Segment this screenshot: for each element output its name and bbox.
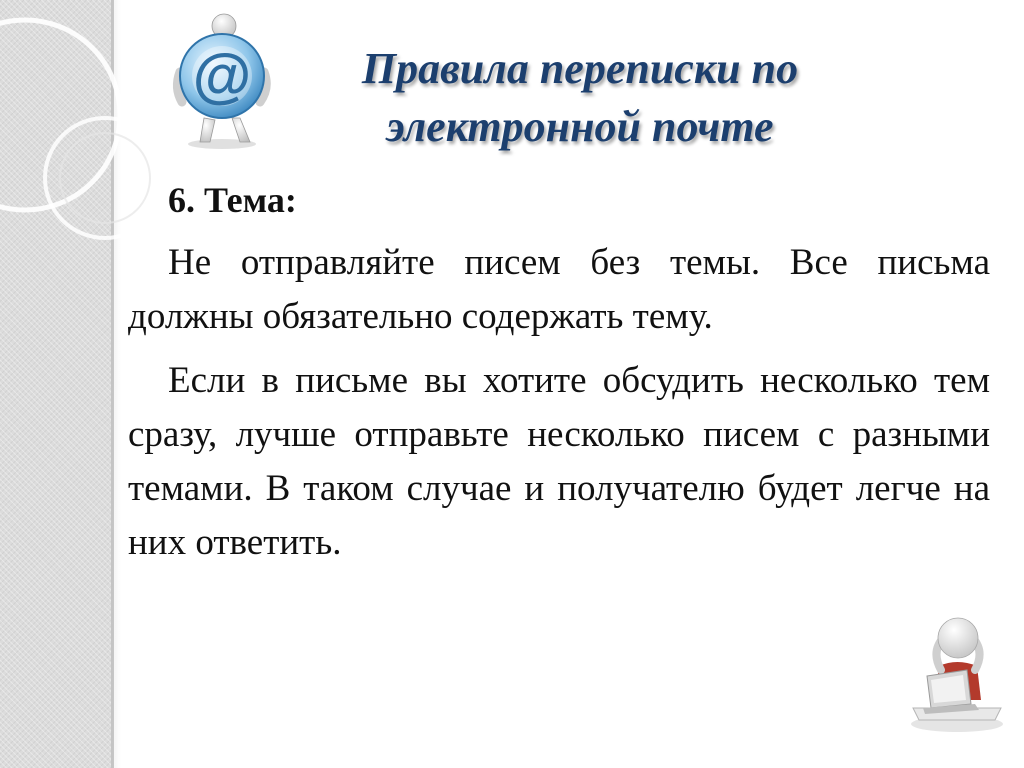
title-line-2: электронной почте <box>386 102 774 151</box>
section-heading: 6. Тема: <box>168 180 297 220</box>
title-line-1: Правила переписки по <box>361 44 799 93</box>
paragraph-2: Если в письме вы хотите обсудить несколько тем сразу, лучше отправьте несколько писем с разными темами. В таком случае и получателю будет легче на них ответить. <box>128 360 990 563</box>
slide-title <box>290 40 870 156</box>
paragraph-1: Не отправляйте писем без темы. Все письма должны обязательно содержать тему. <box>128 242 990 337</box>
at-sign-figure-icon <box>160 10 280 150</box>
svg-text:@: @ <box>192 42 252 109</box>
slide-body <box>128 178 990 580</box>
puzzled-person-at-laptop-icon <box>905 604 1009 734</box>
